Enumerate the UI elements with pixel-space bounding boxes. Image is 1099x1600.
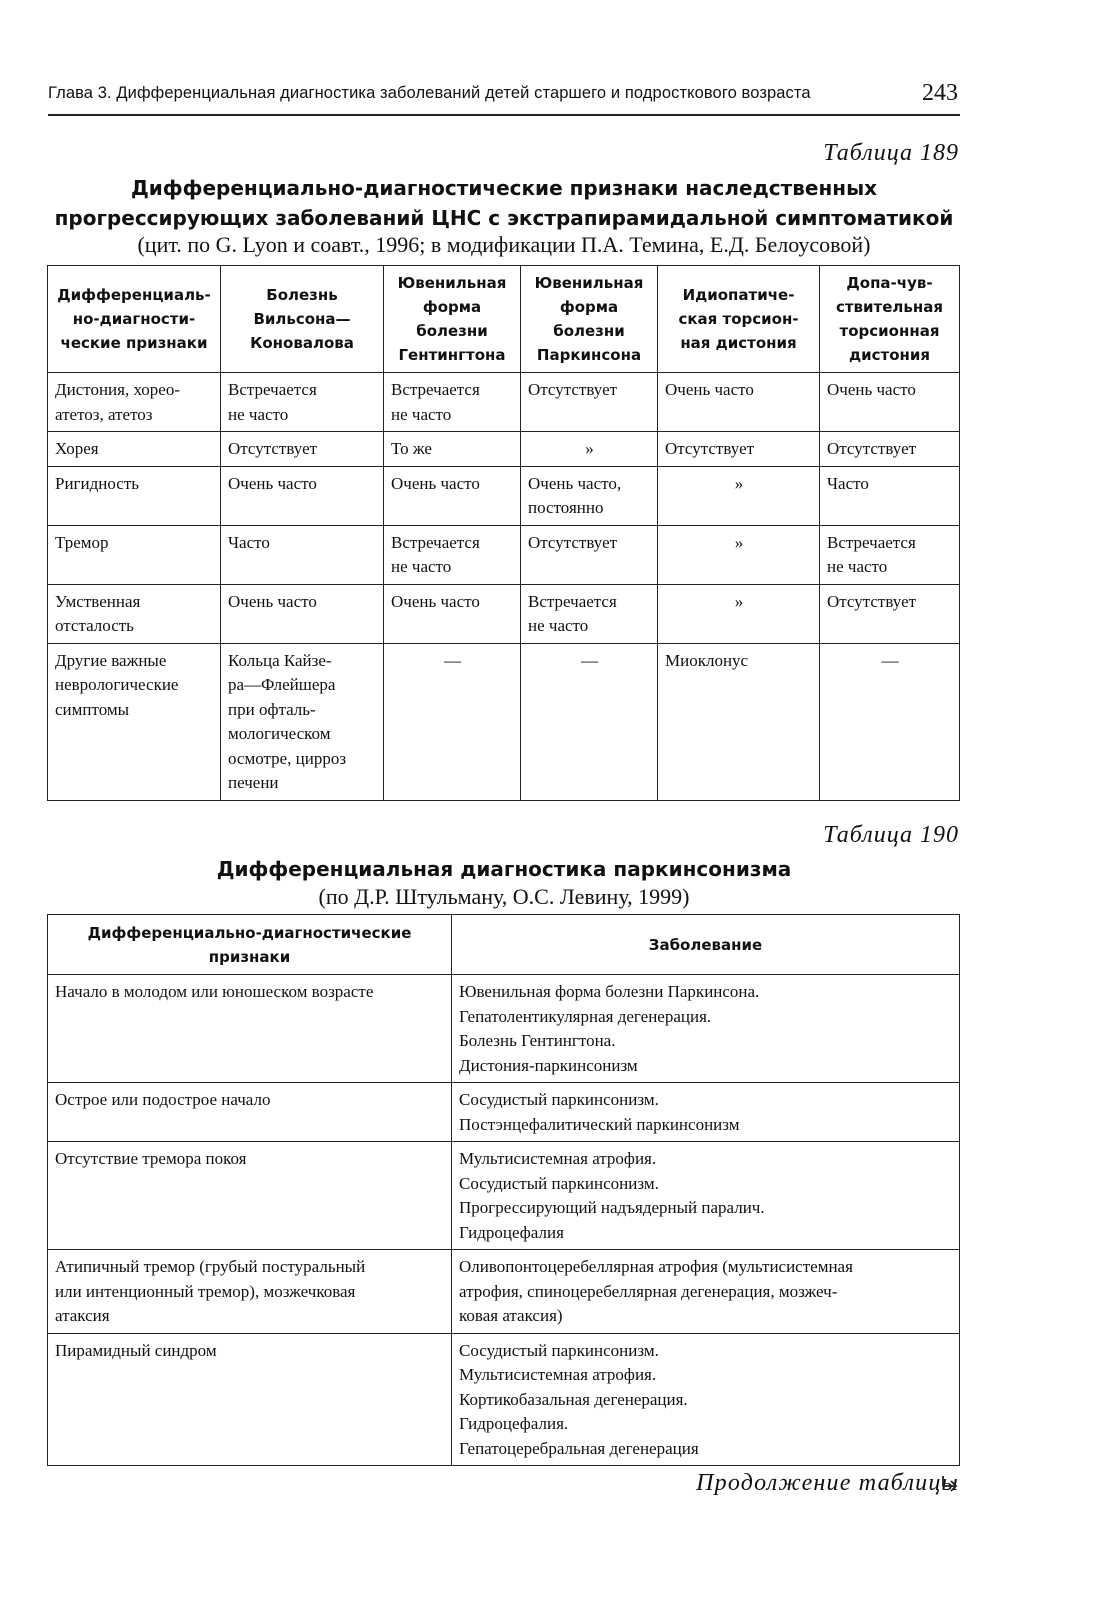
header-cell: Ювенильная форма болезни Паркинсона [521,266,658,373]
table-cell: Встречается не часто [384,525,521,584]
table-190-header-row [48,915,960,975]
table-cell: Отсутствует [521,525,658,584]
table-cell: Часто [221,525,384,584]
table-row [48,975,960,1083]
table-189-caption: Таблица 189 [823,140,959,166]
table-189-header-row [48,266,960,373]
header-cell: Допа-чув- ствительная торсионная дистония [820,266,960,373]
table-cell: То же [384,432,521,467]
table-cell: Очень часто [384,584,521,643]
table-cell: Миоклонус [658,643,820,800]
page-header [48,80,960,116]
chapter-title: Глава 3. Дифференциальная диагностика заболеваний детей старшего и подросткового возраста [48,84,811,102]
table-cell: Встречается не часто [221,373,384,432]
table-190 [47,914,960,1466]
table-cell: Часто [820,466,960,525]
table-cell: Умственная отсталость [48,584,221,643]
table-cell: Острое или подострое начало [48,1083,452,1142]
continuation-note: Продолжение таблицы [696,1470,959,1496]
table-row [48,643,960,800]
table-cell: — [820,643,960,800]
table-cell: Сосудистый паркинсонизм. Постэнцефалитический паркинсонизм [452,1083,960,1142]
table-cell: Отсутствует [658,432,820,467]
table-189-title-line1: Дифференциально-диагностические признаки наследственных [130,176,878,200]
table-189-subtitle: (цит. по G. Lyon и соавт., 1996; в модификации П.А. Темина, Е.Д. Белоусовой) [137,232,871,257]
table-row [48,1142,960,1250]
table-189 [47,265,960,801]
table-cell: Встречается не часто [384,373,521,432]
table-row [48,373,960,432]
table-190-title: Дифференциальная диагностика паркинсонизма [216,857,792,881]
table-cell: Мультисистемная атрофия. Сосудистый паркинсонизм. Прогрессирующий надъядерный паралич. Гидроцефалия [452,1142,960,1250]
table-cell: Начало в молодом или юношеском возрасте [48,975,452,1083]
table-cell: Атипичный тремор (грубый постуральный или интенционный тремор), мозжечковая атаксия [48,1250,452,1334]
table-cell: Очень часто [658,373,820,432]
table-cell: Другие важные неврологические симптомы [48,643,221,800]
table-cell: » [658,466,820,525]
table-cell: Кольца Кайзе- ра—Флейшера при офталь- мологическом осмотре, цирроз печени [221,643,384,800]
table-cell: Очень часто [820,373,960,432]
table-cell: Дистония, хорео- атетоз, атетоз [48,373,221,432]
table-cell: Отсутствует [521,373,658,432]
table-cell: Очень часто [384,466,521,525]
table-cell: Пирамидный синдром [48,1333,452,1466]
table-cell: Отсутствует [820,584,960,643]
table-cell: Отсутствие тремора покоя [48,1142,452,1250]
table-cell: Тремор [48,525,221,584]
table-cell: » [521,432,658,467]
table-190-caption: Таблица 190 [823,822,959,848]
table-cell: Встречается не часто [820,525,960,584]
table-cell: Очень часто [221,584,384,643]
table-cell: Отсутствует [820,432,960,467]
table-row [48,1083,960,1142]
header-cell: Болезнь Вильсона— Коновалова [221,266,384,373]
header-cell: Заболевание [452,915,960,975]
table-cell: Очень часто, постоянно [521,466,658,525]
table-row [48,1333,960,1466]
header-cell: Дифференциально-диагностические признаки [48,915,452,975]
table-cell: » [658,525,820,584]
page-number: 243 [922,80,958,106]
table-cell: Очень часто [221,466,384,525]
table-cell: Встречается не часто [521,584,658,643]
table-cell: Отсутствует [221,432,384,467]
table-cell: » [658,584,820,643]
table-cell: Хорея [48,432,221,467]
table-row [48,1250,960,1334]
table-cell: Ювенильная форма болезни Паркинсона. Гепатолентикулярная дегенерация. Болезнь Гентингтона. Дистония-паркинсонизм [452,975,960,1083]
table-row [48,466,960,525]
table-row [48,525,960,584]
header-cell: Дифференциаль- но-диагности- ческие признаки [48,266,221,373]
table-189-title-line2: прогрессирующих заболеваний ЦНС с экстрапирамидальной симптоматикой [54,206,954,230]
turn-page-arrow-icon [938,1474,960,1496]
table-cell: Ригидность [48,466,221,525]
table-cell: Оливопонтоцеребеллярная атрофия (мультисистемная атрофия, спиноцеребеллярная дегенерация, мозжеч- ковая атаксия) [452,1250,960,1334]
table-cell: — [384,643,521,800]
header-cell: Ювенильная форма болезни Гентингтона [384,266,521,373]
table-row [48,432,960,467]
table-cell: — [521,643,658,800]
table-row [48,584,960,643]
table-cell: Сосудистый паркинсонизм. Мультисистемная атрофия. Кортикобазальная дегенерация. Гидроцефалия. Гепатоцеребральная дегенерация [452,1333,960,1466]
table-190-subtitle: (по Д.Р. Штульману, О.С. Левину, 1999) [318,884,690,909]
header-cell: Идиопатиче- ская торсион- ная дистония [658,266,820,373]
